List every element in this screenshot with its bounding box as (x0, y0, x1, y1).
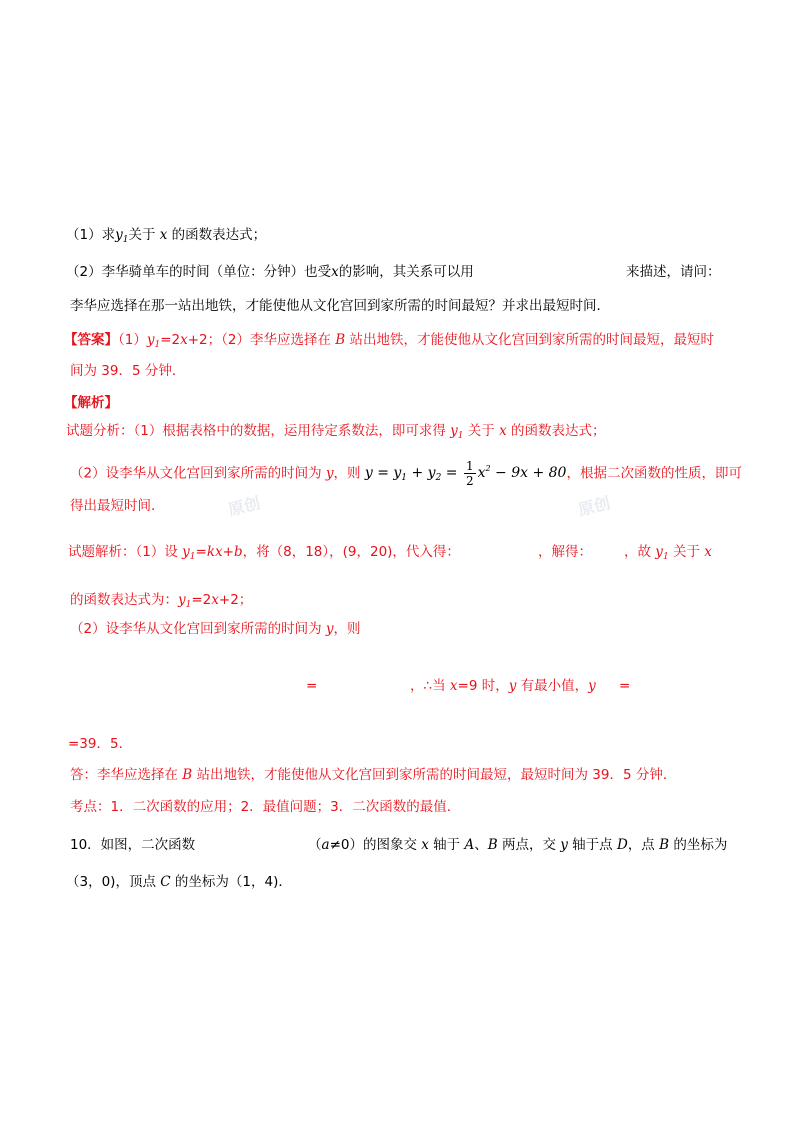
answer-label: 【答案】 (64, 332, 118, 348)
text: 得出最短时间． (70, 498, 165, 514)
text: 站出地铁，才能使他从文化宫回到家所需的时间最短，最短时间为 39．5 分钟． (192, 767, 677, 783)
solution-line2 (70, 590, 252, 615)
var-k: k (206, 544, 216, 560)
question-part2-line1-end (626, 262, 721, 282)
var-y: y (508, 678, 517, 694)
solution-line1-end (624, 542, 712, 567)
question-part1 (66, 225, 266, 250)
text: 关于 (463, 423, 500, 439)
sub: 1 (662, 552, 669, 562)
text: ，根据二次函数的性质，即可 (566, 465, 742, 482)
var-x: x (499, 423, 507, 439)
var-B: B (659, 837, 670, 853)
var-x: x (159, 227, 168, 243)
text: 的函数表达式； (506, 423, 606, 439)
var-y: y (588, 678, 596, 694)
var-x: x (421, 837, 429, 853)
answer-line2 (70, 361, 185, 381)
watermark-text: 原创 (576, 493, 613, 520)
sub: 1 (122, 235, 129, 245)
text: = (306, 678, 318, 694)
numerator: 1 (465, 458, 474, 473)
denominator: 2 (465, 473, 474, 488)
text: =39．5． (68, 736, 133, 752)
text: （1） (118, 332, 147, 348)
text: 轴于点 (567, 837, 617, 853)
text: +2； (218, 592, 253, 608)
var-C: C (160, 874, 171, 890)
analysis-line2 (70, 452, 742, 495)
text: 试题解析：（1）设 (68, 544, 183, 560)
text: 的函数表达式为： (70, 592, 178, 608)
var-A: A (464, 837, 475, 853)
text: 间为 39．5 分钟． (70, 363, 186, 379)
text: + (222, 544, 234, 560)
text: = (441, 465, 462, 481)
text: （1）求 (66, 227, 116, 243)
text: 答：李华应选择在 (70, 767, 183, 783)
text: ，则 (333, 621, 361, 637)
text: ，点 (627, 837, 660, 853)
analysis-line1 (66, 421, 606, 446)
text: 来描述，请问： (626, 264, 721, 280)
text: =9 时， (457, 678, 509, 694)
text: + y (407, 465, 436, 481)
analysis-line3 (70, 496, 165, 516)
formula-y-sum (365, 452, 567, 495)
text: 李华应选择在那一站出地铁，才能使他从文化宫回到家所需的时间最短？并求出最短时间． (70, 298, 610, 314)
text: 关于 (668, 544, 705, 560)
text: 关于 (128, 227, 160, 243)
text: 试题分析：（1）根据表格中的数据，运用待定系数法，即可求得 (66, 423, 451, 439)
var-b: b (233, 544, 243, 560)
text: = (195, 544, 207, 560)
var-y: y (325, 465, 334, 482)
text: 有最小值， (516, 678, 589, 694)
text: +2；（2）李华应选择在 (187, 332, 336, 348)
text: 的函数表达式； (167, 227, 267, 243)
var-B: B (487, 837, 498, 853)
var-x: x (215, 544, 223, 560)
text: 站出地铁，才能使他从文化宫回到家所需的时间最短，最短时 (345, 332, 714, 348)
kaodian (70, 797, 460, 817)
sub: 1 (457, 431, 464, 441)
var-a: a (321, 837, 330, 853)
text: （ (308, 837, 322, 853)
text: − 9x + 80 (490, 465, 567, 481)
sub: 1 (185, 600, 192, 610)
question10-line2 (66, 872, 292, 892)
var-y: y (178, 592, 186, 608)
text: ，将（8，18），(9，20)，代入得： (242, 544, 460, 560)
text: ≠0）的图象交 (329, 837, 422, 853)
var-x: x (180, 332, 188, 348)
watermark-text: 原创 (226, 493, 263, 520)
text: 的坐标为（1，4)． (170, 874, 292, 890)
text: （2）设李华从文化宫回到家所需的时间为 (70, 465, 326, 482)
var-B: B (182, 767, 193, 783)
question10-line1 (308, 835, 727, 855)
solution-line3 (70, 619, 361, 639)
text: 、 (474, 837, 488, 853)
solution-line1 (68, 542, 460, 567)
var-D: D (616, 837, 628, 853)
text: ，解得： (538, 544, 592, 560)
text: 两点，交 (497, 837, 561, 853)
text: （2）李华骑单车的时间（单位：分钟）也受 (66, 264, 332, 280)
text: 10．如图，二次函数 (70, 837, 196, 853)
solution-line4 (410, 676, 596, 696)
question10-line1-start (70, 835, 195, 855)
text: =2 (191, 592, 212, 608)
sub: 1 (154, 340, 161, 350)
text: 的影响，其关系可以用 (338, 264, 474, 280)
text: ，则 (333, 465, 365, 482)
var-y: y (325, 621, 334, 637)
solution-line5 (68, 734, 132, 754)
question-part2-line2 (70, 296, 610, 316)
sub: 2 (435, 473, 442, 483)
var-x: x (331, 264, 339, 280)
var-y: y (560, 837, 568, 853)
text: = (619, 678, 631, 694)
analysis-label (64, 393, 118, 413)
final-answer (70, 765, 676, 785)
solution-line4-eq2 (619, 676, 630, 696)
analysis-label-text: 【解析】 (64, 395, 118, 411)
var-x: x (449, 678, 458, 694)
text: （2）设李华从文化宫回到家所需的时间为 (70, 621, 326, 637)
text: y = y (364, 465, 402, 481)
text: ，∴当 (410, 678, 450, 694)
var-B: B (335, 332, 346, 348)
question-part2-line1 (66, 262, 474, 282)
var-x: x (211, 592, 219, 608)
solution-line4-eq (306, 676, 317, 696)
text: 轴于 (428, 837, 465, 853)
text: 考点：1．二次函数的应用；2．最值问题；3．二次函数的最值． (70, 799, 461, 815)
var-y: y (182, 544, 190, 560)
sup: 2 (485, 464, 491, 473)
var-y: y (655, 544, 663, 560)
var-y: y (450, 423, 458, 439)
sub: 1 (189, 552, 196, 562)
text: （3，0)，顶点 (66, 874, 161, 890)
solution-line1-mid (538, 542, 592, 562)
var-x: x (704, 544, 712, 560)
answer-line1 (64, 330, 714, 355)
fraction (464, 459, 476, 488)
text: x (477, 465, 486, 481)
text: ，故 (624, 544, 656, 560)
var-y: y (146, 332, 155, 348)
var-y: y (115, 227, 123, 243)
text: 的坐标为 (669, 837, 728, 853)
sub: 1 (401, 473, 408, 483)
text: =2 (160, 332, 181, 348)
